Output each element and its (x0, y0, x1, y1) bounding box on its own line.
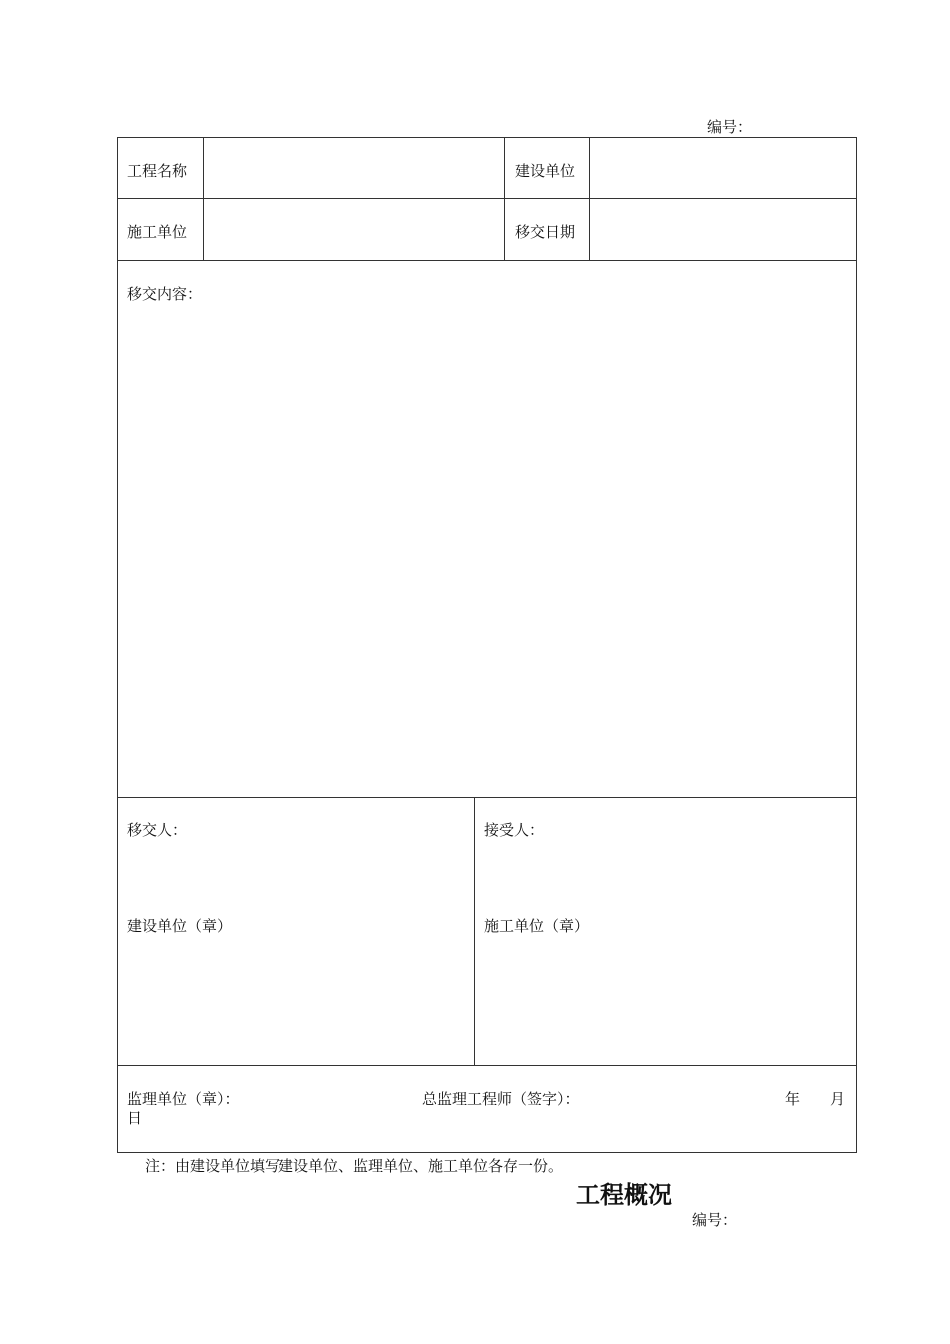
table-border-right (856, 137, 857, 1153)
handover-date-label: 移交日期 (515, 223, 576, 241)
supervisor-seal-label: 监理单位（章）： (127, 1090, 240, 1108)
table-col-divider-3 (589, 137, 590, 261)
month-label: 月 (830, 1090, 846, 1108)
contractor-unit-label: 施工单位 (127, 223, 188, 241)
year-label: 年 (785, 1090, 801, 1108)
table-border-top (117, 137, 857, 138)
serial-number-label: 编号： (707, 118, 753, 136)
next-page-title: 工程概况 (576, 1181, 672, 1209)
chief-supervisor-label: 总监理工程师（签字）： (422, 1090, 580, 1108)
next-page-serial-label: 编号： (692, 1211, 738, 1229)
contractor-seal-label: 施工单位（章） (484, 917, 590, 935)
table-row-divider-3 (117, 797, 857, 798)
note-text-b: 建设单位、监理单位、施工单位各存一份。 (278, 1157, 564, 1175)
day-label: 日 (127, 1109, 143, 1127)
project-name-label: 工程名称 (127, 162, 188, 180)
table-border-bottom (117, 1152, 857, 1153)
table-signature-divider (474, 797, 475, 1066)
receiver-label: 接受人： (484, 821, 545, 839)
handover-content-label: 移交内容： (127, 285, 203, 303)
owner-unit-label: 建设单位 (515, 162, 576, 180)
table-col-divider-2 (504, 137, 505, 261)
table-row-divider-2 (117, 260, 857, 261)
table-row-divider-1 (117, 198, 857, 199)
table-col-divider-1 (203, 137, 204, 261)
handover-person-label: 移交人： (127, 821, 188, 839)
note-text-a: 注：由建设单位填写 (145, 1157, 281, 1175)
table-border-left (117, 137, 118, 1153)
table-row-divider-4 (117, 1065, 857, 1066)
owner-seal-label: 建设单位（章） (127, 917, 233, 935)
